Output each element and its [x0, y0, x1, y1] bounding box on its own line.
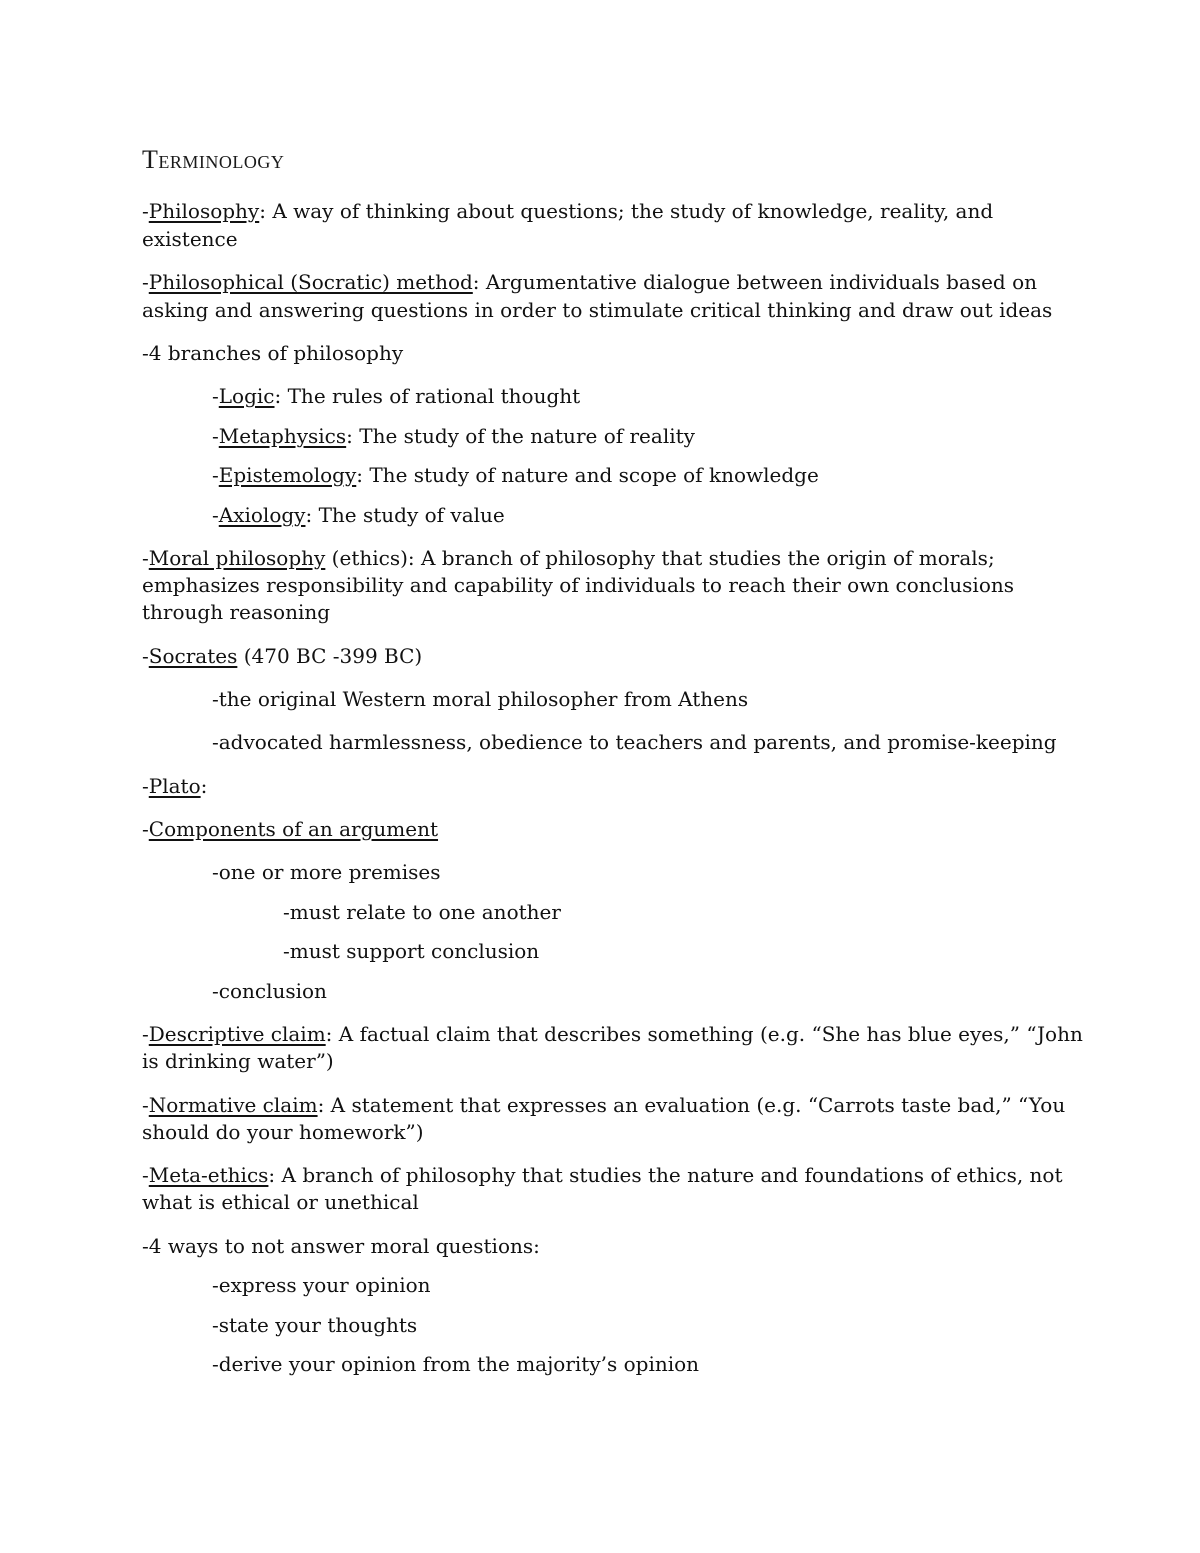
term-moral-philosophy: Moral philosophy	[148, 546, 326, 570]
list-heading-branches: -4 branches of philosophy	[142, 341, 404, 365]
term-descriptive-claim: Descriptive claim	[148, 1022, 326, 1046]
dash: -	[212, 503, 219, 527]
entry-socrates	[142, 643, 422, 670]
definition-continuation: is drinking water”)	[142, 1049, 334, 1073]
definition-text: :	[200, 774, 208, 798]
socrates-detail: -the original Western moral philosopher from Athens	[212, 687, 749, 711]
definition-continuation: asking and answering questions in order to stimulate critical thinking and draw out ideas	[142, 298, 1053, 322]
list-heading-ways: -4 ways to not answer moral questions:	[142, 1234, 540, 1258]
dash: -	[142, 644, 149, 668]
definition-text: : The rules of rational thought	[274, 384, 581, 408]
definition-continuation: what is ethical or unethical	[142, 1190, 419, 1214]
definition-text: : The study of the nature of reality	[346, 424, 695, 448]
definition-text: : The study of nature and scope of knowledge	[356, 463, 819, 487]
definition-text: : A branch of philosophy that studies the nature and foundations of ethics, not	[268, 1163, 1063, 1187]
definition-continuation: emphasizes responsibility and capability of individuals to reach their own conclusions	[142, 573, 1015, 597]
term-epistemology: Epistemology	[218, 463, 357, 487]
definition-continuation: through reasoning	[142, 600, 331, 624]
definition-text: : A statement that expresses an evaluation (e.g. “Carrots taste bad,” “You	[317, 1093, 1066, 1117]
definition-meta-ethics	[142, 1162, 1063, 1189]
dash: -	[142, 1093, 149, 1117]
dash: -	[142, 199, 149, 223]
branch-metaphysics	[212, 423, 695, 450]
ways-item: -state your thoughts	[212, 1313, 418, 1337]
definition-moral-philosophy	[142, 545, 995, 572]
component-subitem: -must relate to one another	[283, 900, 561, 924]
dash: -	[142, 774, 149, 798]
term-components: Components of an argument	[148, 817, 439, 841]
section-heading: Terminology	[142, 145, 285, 174]
ways-item: -express your opinion	[212, 1273, 431, 1297]
definition-continuation: existence	[142, 227, 238, 251]
definition-normative-claim	[142, 1092, 1065, 1119]
branch-axiology	[212, 502, 505, 529]
entry-components	[142, 816, 438, 843]
branch-logic	[212, 383, 580, 410]
dash: -	[142, 817, 149, 841]
component-subitem: -must support conclusion	[283, 939, 540, 963]
dash: -	[142, 546, 149, 570]
term-philosophy: Philosophy	[148, 199, 260, 223]
term-socrates: Socrates	[148, 644, 238, 668]
dash: -	[212, 384, 219, 408]
term-logic: Logic	[218, 384, 275, 408]
definition-philosophy	[142, 198, 993, 225]
definition-text: : A factual claim that describes something (e.g. “She has blue eyes,” “John	[325, 1022, 1083, 1046]
definition-text: : Argumentative dialogue between individuals based on	[472, 270, 1037, 294]
branch-epistemology	[212, 462, 819, 489]
dash: -	[142, 270, 149, 294]
socrates-detail: -advocated harmlessness, obedience to teachers and parents, and promise-keeping	[212, 730, 1057, 754]
component-item: -one or more premises	[212, 860, 441, 884]
ways-item: -derive your opinion from the majority’s opinion	[212, 1352, 700, 1376]
term-metaphysics: Metaphysics	[218, 424, 347, 448]
term-normative-claim: Normative claim	[148, 1093, 318, 1117]
definition-text: : A way of thinking about questions; the study of knowledge, reality, and	[259, 199, 994, 223]
dash: -	[212, 424, 219, 448]
definition-method	[142, 269, 1037, 296]
definition-continuation: should do your homework”)	[142, 1120, 424, 1144]
dash: -	[142, 1163, 149, 1187]
term-plato: Plato	[148, 774, 201, 798]
dash: -	[142, 1022, 149, 1046]
definition-descriptive-claim	[142, 1021, 1083, 1048]
term-meta-ethics: Meta-ethics	[148, 1163, 269, 1187]
dash: -	[212, 463, 219, 487]
term-method: Philosophical (Socratic) method	[148, 270, 473, 294]
term-axiology: Axiology	[218, 503, 306, 527]
component-item: -conclusion	[212, 979, 327, 1003]
definition-text: (470 BC -399 BC)	[237, 644, 423, 668]
entry-plato	[142, 773, 207, 800]
definition-text: (ethics): A branch of philosophy that studies the origin of morals;	[325, 546, 995, 570]
definition-text: : The study of value	[305, 503, 505, 527]
